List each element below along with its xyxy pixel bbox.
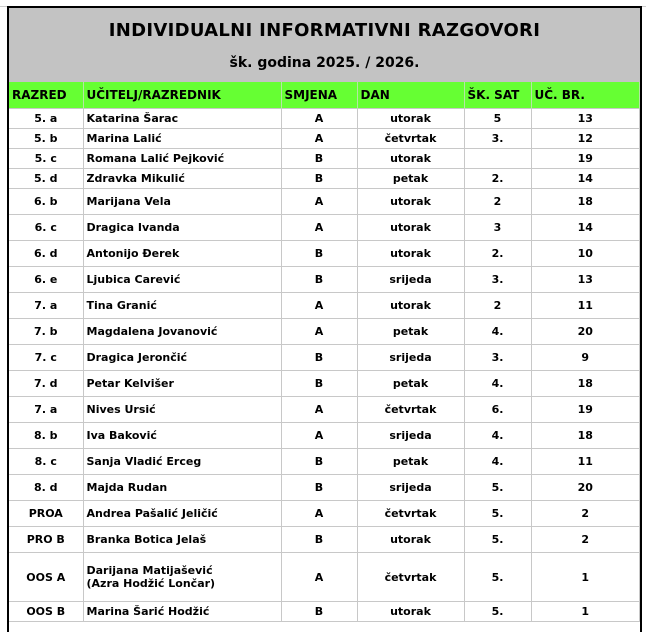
cell-sat: 3 bbox=[464, 215, 531, 241]
cell-sat: 4. bbox=[464, 449, 531, 475]
table-row bbox=[9, 319, 640, 345]
table-row bbox=[9, 423, 640, 449]
cell-ucenici: 18 bbox=[531, 371, 640, 397]
cell-ucenici: 13 bbox=[531, 267, 640, 293]
table-row bbox=[9, 602, 640, 622]
cell-dan: srijeda bbox=[357, 267, 464, 293]
cell-ucenici: 11 bbox=[531, 449, 640, 475]
cell-ucenici: 2 bbox=[531, 501, 640, 527]
table-row bbox=[9, 149, 640, 169]
cell-dan: utorak bbox=[357, 293, 464, 319]
cell-razred: 8. c bbox=[9, 449, 83, 475]
conversations-table bbox=[9, 82, 640, 622]
table-row bbox=[9, 527, 640, 553]
cell-dan: srijeda bbox=[357, 423, 464, 449]
cell-teacher: Darijana Matijašević (Azra Hodžić Lončar) bbox=[83, 553, 281, 602]
header-dan: DAN bbox=[357, 82, 464, 109]
cell-teacher: Marina Lalić bbox=[83, 129, 281, 149]
cell-dan: četvrtak bbox=[357, 501, 464, 527]
cell-ucenici: 14 bbox=[531, 215, 640, 241]
cell-sat bbox=[464, 149, 531, 169]
cell-smjena: B bbox=[281, 241, 357, 267]
cell-dan: četvrtak bbox=[357, 397, 464, 423]
cell-sat: 2 bbox=[464, 293, 531, 319]
cell-teacher: Dragica Ivanda bbox=[83, 215, 281, 241]
cell-teacher: Ljubica Carević bbox=[83, 267, 281, 293]
cell-razred: 5. c bbox=[9, 149, 83, 169]
cell-teacher: Marina Šarić Hodžić bbox=[83, 602, 281, 622]
cell-sat: 5. bbox=[464, 475, 531, 501]
cell-razred: 5. b bbox=[9, 129, 83, 149]
table-row bbox=[9, 267, 640, 293]
cell-teacher: Magdalena Jovanović bbox=[83, 319, 281, 345]
cell-teacher: Majda Rudan bbox=[83, 475, 281, 501]
cell-teacher: Andrea Pašalić Jeličić bbox=[83, 501, 281, 527]
cell-smjena: A bbox=[281, 293, 357, 319]
cell-sat: 5. bbox=[464, 553, 531, 602]
cell-teacher: Romana Lalić Pejković bbox=[83, 149, 281, 169]
cell-ucenici: 19 bbox=[531, 397, 640, 423]
table-row bbox=[9, 553, 640, 602]
cell-smjena: A bbox=[281, 129, 357, 149]
cell-teacher: Zdravka Mikulić bbox=[83, 169, 281, 189]
cell-teacher: Branka Botica Jelaš bbox=[83, 527, 281, 553]
cell-razred: OOS A bbox=[9, 553, 83, 602]
cell-smjena: A bbox=[281, 423, 357, 449]
header-ucitelj: UČITELJ/RAZREDNIK bbox=[83, 82, 281, 109]
cell-dan: utorak bbox=[357, 189, 464, 215]
cell-smjena: B bbox=[281, 345, 357, 371]
cell-dan: srijeda bbox=[357, 345, 464, 371]
cell-dan: utorak bbox=[357, 527, 464, 553]
cell-razred: 7. c bbox=[9, 345, 83, 371]
cell-razred: 8. b bbox=[9, 423, 83, 449]
table-row bbox=[9, 215, 640, 241]
cell-razred: 7. d bbox=[9, 371, 83, 397]
cell-sat: 5. bbox=[464, 527, 531, 553]
cell-razred: 7. b bbox=[9, 319, 83, 345]
table-row bbox=[9, 475, 640, 501]
cell-teacher: Katarina Šarac bbox=[83, 109, 281, 129]
cell-smjena: A bbox=[281, 397, 357, 423]
cell-razred: 6. d bbox=[9, 241, 83, 267]
cell-smjena: B bbox=[281, 449, 357, 475]
cell-smjena: A bbox=[281, 319, 357, 345]
cell-sat: 2. bbox=[464, 169, 531, 189]
cell-sat: 3. bbox=[464, 267, 531, 293]
cell-teacher: Antonijo Đerek bbox=[83, 241, 281, 267]
cell-ucenici: 9 bbox=[531, 345, 640, 371]
cell-teacher: Marijana Vela bbox=[83, 189, 281, 215]
cell-smjena: B bbox=[281, 371, 357, 397]
cell-smjena: A bbox=[281, 553, 357, 602]
cell-ucenici: 13 bbox=[531, 109, 640, 129]
table-row bbox=[9, 189, 640, 215]
table-row bbox=[9, 129, 640, 149]
cell-razred: 6. c bbox=[9, 215, 83, 241]
cell-dan: utorak bbox=[357, 215, 464, 241]
cell-teacher: Nives Ursić bbox=[83, 397, 281, 423]
cell-sat: 5 bbox=[464, 109, 531, 129]
cell-dan: utorak bbox=[357, 602, 464, 622]
cell-ucenici: 20 bbox=[531, 475, 640, 501]
sheet-title: INDIVIDUALNI INFORMATIVNI RAZGOVORI bbox=[108, 20, 541, 41]
cell-ucenici: 18 bbox=[531, 423, 640, 449]
cell-sat: 4. bbox=[464, 319, 531, 345]
header-smjena: SMJENA bbox=[281, 82, 357, 109]
school-year: šk. godina 2025. / 2026. bbox=[229, 55, 420, 71]
cell-ucenici: 11 bbox=[531, 293, 640, 319]
cell-sat: 5. bbox=[464, 602, 531, 622]
cell-dan: petak bbox=[357, 319, 464, 345]
cell-razred: 8. d bbox=[9, 475, 83, 501]
cell-teacher: Tina Granić bbox=[83, 293, 281, 319]
cell-smjena: B bbox=[281, 267, 357, 293]
cell-ucenici: 18 bbox=[531, 189, 640, 215]
table-row bbox=[9, 397, 640, 423]
cell-razred: 6. e bbox=[9, 267, 83, 293]
cell-ucenici: 2 bbox=[531, 527, 640, 553]
cell-dan: utorak bbox=[357, 241, 464, 267]
header-row bbox=[9, 82, 640, 109]
cell-razred: PROA bbox=[9, 501, 83, 527]
schedule-sheet bbox=[7, 6, 642, 632]
header-sat: ŠK. SAT bbox=[464, 82, 531, 109]
cell-dan: petak bbox=[357, 371, 464, 397]
cell-ucenici: 19 bbox=[531, 149, 640, 169]
cell-ucenici: 14 bbox=[531, 169, 640, 189]
cell-smjena: A bbox=[281, 215, 357, 241]
cell-teacher: Dragica Jerončić bbox=[83, 345, 281, 371]
table-row bbox=[9, 169, 640, 189]
cell-smjena: B bbox=[281, 527, 357, 553]
table-row bbox=[9, 501, 640, 527]
table-row bbox=[9, 371, 640, 397]
cell-razred: 6. b bbox=[9, 189, 83, 215]
header-br: UČ. BR. bbox=[531, 82, 640, 109]
cell-sat: 4. bbox=[464, 423, 531, 449]
cell-dan: utorak bbox=[357, 149, 464, 169]
cell-dan: četvrtak bbox=[357, 553, 464, 602]
cell-teacher: Sanja Vladić Erceg bbox=[83, 449, 281, 475]
cell-ucenici: 20 bbox=[531, 319, 640, 345]
cell-teacher: Iva Baković bbox=[83, 423, 281, 449]
table-row bbox=[9, 449, 640, 475]
cell-smjena: B bbox=[281, 602, 357, 622]
cell-razred: OOS B bbox=[9, 602, 83, 622]
cell-smjena: A bbox=[281, 501, 357, 527]
cell-dan: četvrtak bbox=[357, 129, 464, 149]
cell-sat: 4. bbox=[464, 371, 531, 397]
cell-dan: utorak bbox=[357, 109, 464, 129]
cell-smjena: A bbox=[281, 109, 357, 129]
title-block bbox=[9, 8, 640, 82]
cell-razred: 5. d bbox=[9, 169, 83, 189]
cell-dan: petak bbox=[357, 169, 464, 189]
cell-smjena: B bbox=[281, 169, 357, 189]
cell-smjena: B bbox=[281, 475, 357, 501]
cell-ucenici: 12 bbox=[531, 129, 640, 149]
cell-sat: 5. bbox=[464, 501, 531, 527]
cell-razred: 7. a bbox=[9, 397, 83, 423]
cell-razred: 7. a bbox=[9, 293, 83, 319]
cell-teacher: Petar Kelvišer bbox=[83, 371, 281, 397]
cell-ucenici: 10 bbox=[531, 241, 640, 267]
cell-dan: petak bbox=[357, 449, 464, 475]
cell-smjena: A bbox=[281, 189, 357, 215]
cell-sat: 2. bbox=[464, 241, 531, 267]
cell-smjena: B bbox=[281, 149, 357, 169]
table-row bbox=[9, 109, 640, 129]
cell-ucenici: 1 bbox=[531, 602, 640, 622]
table-row bbox=[9, 241, 640, 267]
cell-dan: srijeda bbox=[357, 475, 464, 501]
cell-razred: PRO B bbox=[9, 527, 83, 553]
cell-sat: 3. bbox=[464, 129, 531, 149]
cell-razred: 5. a bbox=[9, 109, 83, 129]
header-razred: RAZRED bbox=[9, 82, 83, 109]
table-row bbox=[9, 293, 640, 319]
cell-sat: 6. bbox=[464, 397, 531, 423]
cell-sat: 3. bbox=[464, 345, 531, 371]
cell-sat: 2 bbox=[464, 189, 531, 215]
table-row bbox=[9, 345, 640, 371]
cell-ucenici: 1 bbox=[531, 553, 640, 602]
